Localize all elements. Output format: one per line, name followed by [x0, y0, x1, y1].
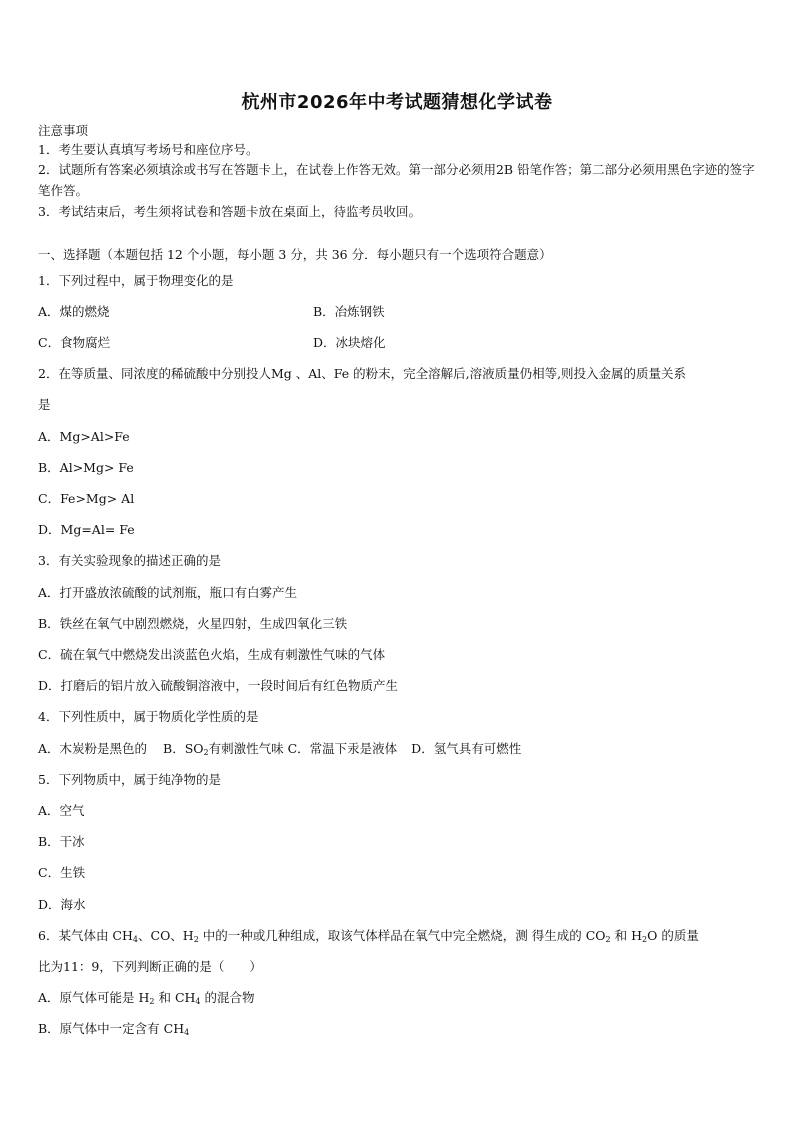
question-5-option-b: B．干冰	[38, 834, 85, 849]
question-6-option-a	[38, 988, 255, 1006]
question-3-option-b: B．铁丝在氧气中剧烈燃烧，火星四射，生成四氧化三铁	[38, 616, 348, 631]
q6-option-a-text-1: A．原气体可能是 H	[38, 990, 150, 1005]
notice-item-3: 3．考试结束后，考生须将试卷和答题卡放在桌面上，待监考员收回。	[38, 204, 421, 219]
notice-item-2: 2．试题所有答案必须填涂或书写在答题卡上，在试卷上作答无效。第一部分必须用2B 铅笔作答；第二部分必须用黑色字迹的签字笔作答。	[38, 162, 755, 198]
q6-subscript-3: 2	[605, 935, 611, 944]
section-heading: 一、选择题（本题包括 12 个小题，每小题 3 分，共 36 分．每小题只有一个选项符合题意）	[38, 247, 552, 262]
q6-option-b-subscript: 4	[184, 1028, 190, 1037]
q6-subscript-2: 2	[193, 935, 199, 944]
question-2-stem-line2: 是	[38, 397, 51, 412]
question-1-option-b: B．冶炼钢铁	[313, 304, 385, 319]
notice-item-1: 1．考生要认真填写考场号和座位序号。	[38, 142, 259, 157]
q6-option-a-text-3: 的混合物	[200, 990, 255, 1005]
q6-option-a-subscript-2: 4	[195, 997, 201, 1006]
question-1-option-d: D．冰块熔化	[313, 335, 386, 350]
question-1-stem: 1．下列过程中，属于物理变化的是	[38, 273, 234, 288]
question-5-option-a: A．空气	[38, 803, 85, 818]
question-2-option-a: A．Mg>Al>Fe	[38, 429, 130, 444]
q6-option-a-subscript-1: 2	[149, 997, 155, 1006]
question-6-option-b	[38, 1019, 189, 1037]
question-1-option-c: C．食物腐烂	[38, 335, 111, 350]
q6-text-3: 中的一种或几种组成，取该气体样品在氧气中完全燃烧，测 得生成的 CO	[198, 928, 606, 943]
question-2-option-c: C．Fe>Mg> Al	[38, 491, 135, 506]
notice-heading: 注意事项	[38, 123, 89, 138]
question-6-stem-line2: 比为11：9，下列判断正确的是（ ）	[38, 959, 262, 974]
question-4-option-a: A．木炭粉是黑色的	[38, 741, 148, 756]
question-4-option-d: D．氢气具有可燃性	[411, 741, 522, 756]
q6-option-a-text-2: 和 CH	[154, 990, 196, 1005]
question-3-option-a: A．打开盛放浓硫酸的试剂瓶，瓶口有白雾产生	[38, 585, 298, 600]
question-2-option-b: B．Al>Mg> Fe	[38, 460, 134, 475]
q6-text-5: O 的质量	[647, 928, 699, 943]
q6-text-1: 6．某气体由 CH	[38, 928, 133, 943]
question-4-stem: 4．下列性质中，属于物质化学性质的是	[38, 709, 259, 724]
q6-text-4: 和 H	[610, 928, 642, 943]
question-4-option-b-prefix: B．SO	[163, 741, 204, 756]
question-5-option-d: D．海水	[38, 897, 86, 912]
question-2-option-d: D．Mg=Al= Fe	[38, 522, 135, 537]
question-3-option-c: C．硫在氧气中燃烧发出淡蓝色火焰，生成有刺激性气味的气体	[38, 647, 386, 662]
question-5-stem: 5．下列物质中，属于纯净物的是	[38, 772, 221, 787]
question-6-stem-line1	[38, 926, 699, 944]
q6-subscript-1: 4	[132, 935, 138, 944]
question-1-option-a: A．煤的燃烧	[38, 304, 110, 319]
q6-subscript-4: 2	[642, 935, 648, 944]
question-4-option-b-and-c: 有刺激性气味 C．常温下汞是液体	[208, 741, 398, 756]
question-4-options-line	[38, 739, 521, 757]
question-3-option-d: D．打磨后的铝片放入硫酸铜溶液中，一段时间后有红色物质产生	[38, 678, 399, 693]
question-4-option-b-subscript: 2	[203, 748, 209, 757]
paper-title: 杭州市2026年中考试题猜想化学试卷	[241, 92, 553, 113]
question-3-stem: 3．有关实验现象的描述正确的是	[38, 553, 221, 568]
q6-text-2: 、CO、H	[138, 928, 194, 943]
question-5-option-c: C．生铁	[38, 865, 86, 880]
q6-option-b-text: B．原气体中一定含有 CH	[38, 1021, 185, 1036]
question-2-stem-line1: 2．在等质量、同浓度的稀硫酸中分别投人Mg 、Al、Fe 的粉末，完全溶解后,溶液质量仍相等,则投入金属的质量关系	[38, 366, 687, 381]
